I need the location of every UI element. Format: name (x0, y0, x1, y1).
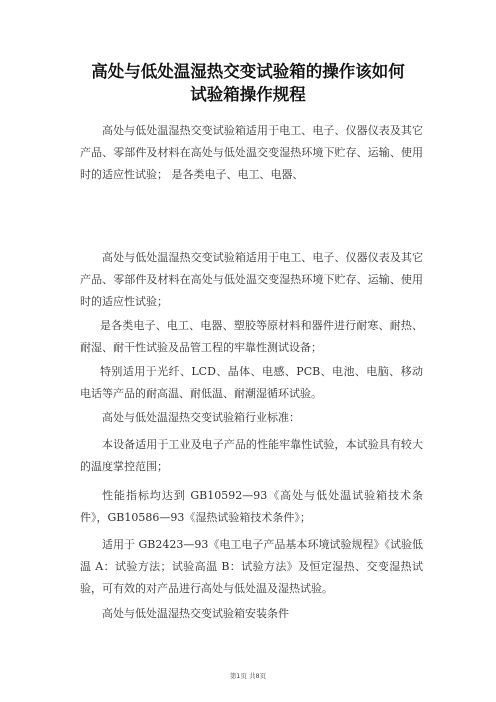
paragraph-7: 性能指标均达到 GB10592—93《高处与低处温试验箱技术条件》，GB10586—93《湿热试验箱技术条件》； (80, 489, 423, 524)
paragraph-2: 高处与低处温湿热交变试验箱适用于电工、电子、仪器仪表及其它产品、零部件及材料在高处与低处温交变湿热环境下贮存、运输、使用时的适应性试验； (80, 251, 423, 308)
page-footer: 第1页 共8页 (229, 672, 267, 680)
paragraph-1: 高处与低处温湿热交变试验箱适用于电工、电子、仪器仪表及其它产品、零部件及材料在高处与低处温交变湿热环境下贮存、运输、使用时的适应性试验； 是各类电子、电工、电器、 (80, 124, 423, 181)
paragraph-5: 高处与低处温湿热交变试验箱行业标准： (102, 411, 300, 424)
paragraph-4: 特别适用于光纤、LCD、晶体、电感、PCB、电池、电脑、移动电话等产品的耐高温、耐低温、耐潮湿循环试验。 (80, 365, 423, 400)
title-line-2: 试验箱操作规程 (190, 85, 306, 104)
paragraph-9: 高处与低处温湿热交变试验箱安装条件 (102, 607, 289, 620)
page-title (60, 60, 436, 106)
paragraph-8: 适用于 GB2423—93《电工电子产品基本环境试验规程》《试验低温 A：试验方法；试验高温 B：试验方法》及恒定湿热、交变湿热试验，可有效的对产品进行高处与低处温及湿热试验。 (80, 538, 423, 595)
paragraph-6: 本设备适用于工业及电子产品的性能牢靠性试验，本试验具有较大的温度掌控范围； (80, 438, 423, 473)
title-line-1: 高处与低处温湿热交变试验箱的操作该如何 (91, 62, 405, 81)
paragraph-3: 是各类电子、电工、电器、塑胶等原材料和器件进行耐寒、耐热、耐湿、耐干性试验及品管工程的牢靠性测试设备； (80, 319, 423, 354)
